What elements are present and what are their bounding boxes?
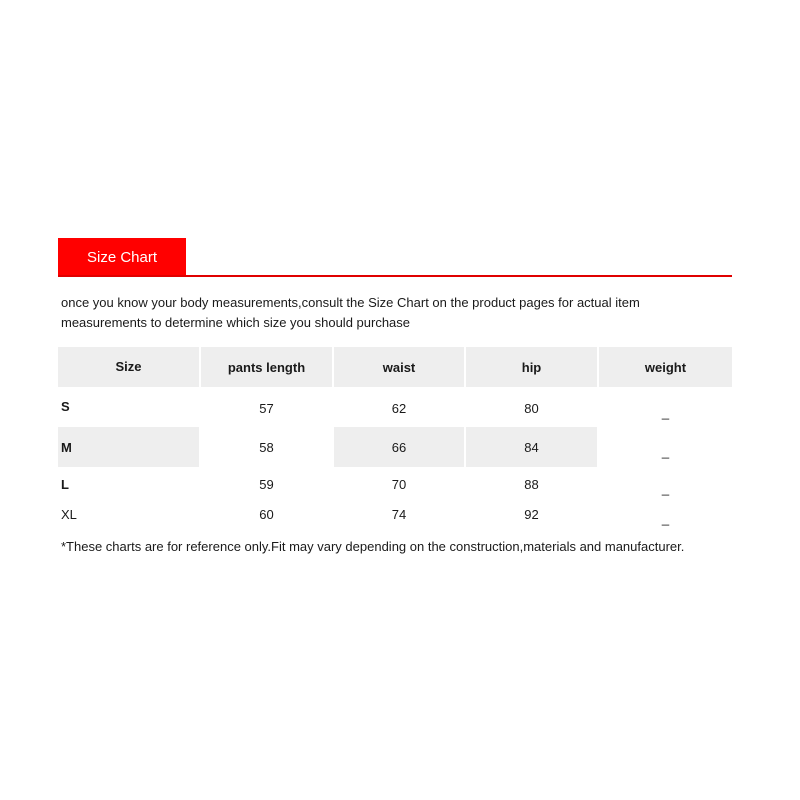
cell-hip: 92 — [524, 506, 539, 522]
cell-hip: 84 — [466, 427, 597, 467]
table-row — [58, 500, 732, 528]
cell-size: S — [61, 399, 70, 414]
table-row — [58, 427, 732, 467]
column-header-size: Size — [58, 347, 199, 387]
cell-waist: 70 — [391, 476, 407, 492]
cell-hip: 80 — [524, 400, 539, 416]
cell-hip: 88 — [524, 476, 539, 492]
cell-size: L — [61, 476, 69, 492]
header-divider — [58, 275, 732, 277]
cell-weight: _ — [661, 480, 670, 496]
column-header-hip: hip — [466, 347, 597, 387]
cell-pants-length: 57 — [259, 400, 274, 416]
intro-line-1: once you know your body measurements,consult the Size Chart on the product pages for actual item — [61, 295, 640, 310]
size-chart-title: Size Chart — [86, 248, 158, 266]
cell-weight: _ — [661, 404, 670, 420]
table-header-row — [58, 347, 732, 387]
cell-size: XL — [61, 506, 77, 522]
cell-waist: 62 — [391, 400, 407, 416]
cell-pants-length: 59 — [259, 476, 274, 492]
cell-pants-length: 60 — [259, 506, 274, 522]
intro-text — [61, 293, 721, 333]
cell-weight: _ — [661, 510, 670, 526]
cell-waist: 74 — [391, 506, 407, 522]
table-row — [58, 388, 732, 428]
intro-line-2: measurements to determine which size you should purchase — [61, 315, 411, 330]
cell-weight: _ — [661, 443, 670, 459]
column-header-weight: weight — [599, 347, 732, 387]
column-header-pants-length: pants length — [201, 347, 332, 387]
size-chart-tab — [58, 238, 186, 276]
reference-footnote: *These charts are for reference only.Fit may vary depending on the construction,materials and manufacturer. — [61, 539, 685, 554]
cell-size: M — [58, 427, 199, 467]
cell-pants-length: 58 — [259, 439, 274, 455]
table-row — [58, 470, 732, 498]
column-header-waist: waist — [334, 347, 464, 387]
cell-waist: 66 — [334, 427, 464, 467]
